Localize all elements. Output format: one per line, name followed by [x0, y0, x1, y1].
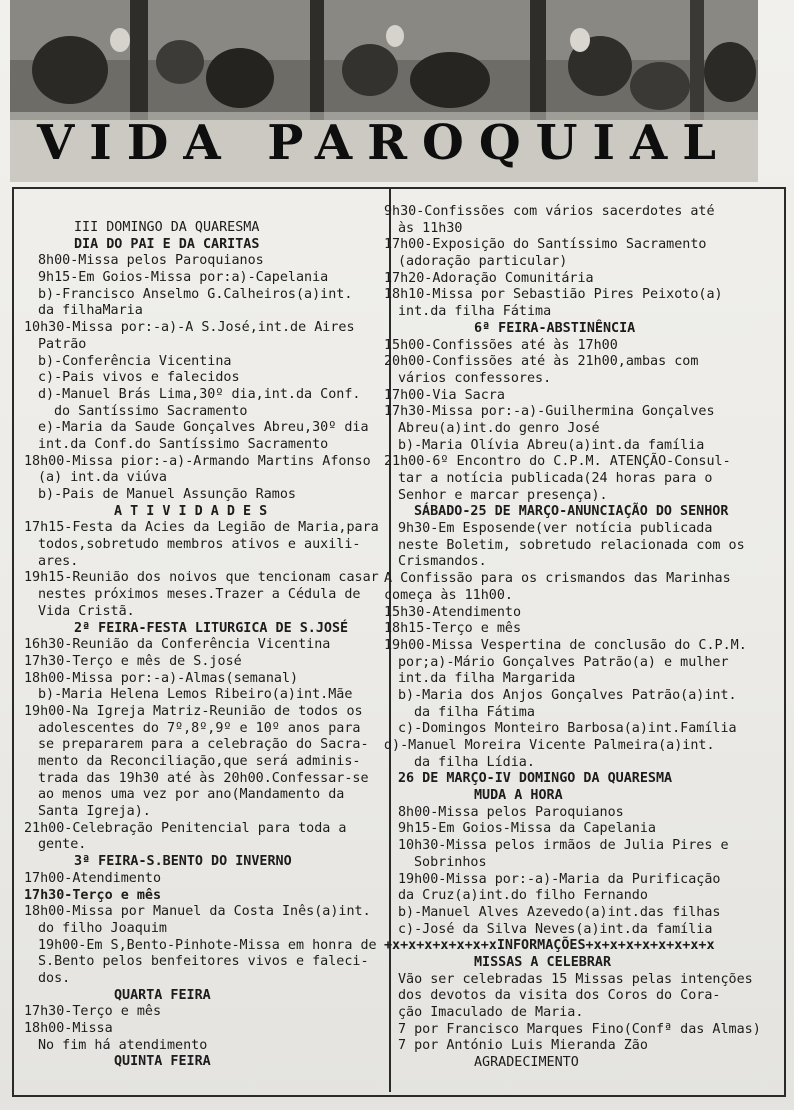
text-line: b)-Manuel Alves Azevedo(a)int.das filhas	[398, 904, 721, 920]
text-line: MISSAS A CELEBRAR	[474, 954, 612, 970]
text-line: neste Boletim, sobretudo relacionada com os	[398, 537, 745, 553]
text-line: int.da filha Fátima	[398, 304, 552, 320]
text-line: nestes próximos meses.Trazer a Cédula de	[38, 587, 361, 603]
text-line: dos devotos da visita dos Coros do Cora-	[398, 988, 721, 1004]
text-line: adolescentes do 7º,8º,9º e 10º anos para	[38, 720, 361, 736]
text-line: 17h20-Adoração Comunitária	[384, 270, 594, 286]
text-line: do Santíssimo Sacramento	[54, 403, 248, 419]
text-line: III DOMINGO DA QUARESMA	[74, 220, 260, 235]
text-line: (a) int.da viúva	[38, 470, 167, 486]
text-line: 26 DE MARÇO-IV DOMINGO DA QUARESMA	[398, 771, 673, 787]
text-line: 10h30-Missa pelos irmãos de Julia Pires e	[398, 838, 729, 854]
text-line: Santa Igreja).	[38, 804, 151, 820]
text-line: DIA DO PAI E DA CARITAS	[74, 236, 260, 252]
text-line: 10h30-Missa por:-a)-A S.José,int.de Aires	[24, 320, 355, 336]
text-line: 7 por Francisco Marques Fino(Confª das Almas)	[398, 1021, 761, 1037]
text-line: Vida Cristã.	[38, 603, 135, 619]
text-line: 18h15-Terço e mês	[384, 621, 522, 637]
text-line: gente.	[38, 837, 87, 853]
text-line: e)-Maria da Saude Gonçalves Abreu,30º dia	[38, 420, 369, 436]
text-line: 20h00-Confissões até às 21h00,ambas com	[384, 354, 699, 370]
text-line: 9h15-Em Goios-Missa da Capelania	[398, 821, 656, 837]
text-line: 19h00-Missa por:-a)-Maria da Purificação	[398, 871, 721, 887]
page-title: VIDA PAROQUIAL	[37, 115, 731, 171]
text-line: 8h00-Missa pelos Paroquianos	[38, 253, 264, 269]
text-line: 19h00-Na Igreja Matriz-Reunião de todos os	[24, 703, 363, 719]
text-line: 16h30-Reunião da Conferência Vicentina	[24, 637, 331, 653]
text-line: da filhaMaria	[38, 303, 143, 319]
text-line: c)-Domingos Monteiro Barbosa(a)int.Família	[398, 721, 737, 737]
text-line: MUDA A HORA	[474, 788, 563, 804]
text-line: se prepararem para a celebração do Sacra-	[38, 737, 369, 753]
text-line: Sobrinhos	[414, 854, 487, 870]
text-line: às 11h30	[398, 220, 463, 236]
text-line: ares.	[38, 553, 79, 569]
text-line: 17h30-Terço e mês de S.josé	[24, 653, 242, 669]
text-line: b)-Pais de Manuel Assunção Ramos	[38, 487, 296, 502]
text-line: QUINTA FEIRA	[114, 1054, 211, 1070]
text-line: QUARTA FEIRA	[114, 987, 211, 1003]
text-line: 7 por António Luis Mieranda Zão	[398, 1038, 648, 1054]
text-line: 9h30-Em Esposende(ver notícia publicada	[398, 521, 713, 537]
text-line: d)-Manuel Brás Lima,30º dia,int.da Conf.	[38, 386, 361, 402]
text-line: 9h15-Em Goios-Missa por:a)-Capelania	[38, 270, 329, 286]
text-line: começa às 11h00.	[384, 587, 513, 603]
text-line: 17h00-Atendimento	[24, 870, 162, 886]
text-line: b)-Francisco Anselmo G.Calheiros(a)int.	[38, 286, 353, 302]
text-line: 3ª FEIRA-S.BENTO DO INVERNO	[74, 854, 292, 870]
text-line: SÁBADO-25 DE MARÇO-ANUNCIAÇÃO DO SENHOR	[414, 504, 729, 520]
text-line: d)-Manuel Moreira Vicente Palmeira(a)int.	[384, 738, 715, 753]
text-line: 15h00-Confissões até às 17h00	[384, 337, 618, 353]
text-line: int.da Conf.do Santíssimo Sacramento	[38, 436, 329, 452]
text-line: Crismandos.	[398, 554, 487, 570]
text-line: 19h15-Reunião dos noivos que tencionam casar	[24, 570, 379, 586]
text-line: b)-Maria dos Anjos Gonçalves Patrão(a)int.	[398, 687, 737, 703]
text-line: 9h30-Confissões com vários sacerdotes até	[384, 204, 715, 219]
text-line: 2ª FEIRA-FESTA LITURGICA DE S.JOSÉ	[74, 620, 349, 636]
text-line: 17h30-Terço e mês	[24, 887, 162, 903]
text-line: 15h30-Atendimento	[384, 604, 522, 620]
text-line: vários confessores.	[398, 370, 552, 386]
text-line: ao menos uma vez por ano(Mandamento da	[38, 787, 345, 803]
text-line: Abreu(a)int.do genro José	[398, 420, 600, 436]
text-line: Patrão	[38, 336, 87, 352]
text-line: AGRADECIMENTO	[474, 1055, 579, 1071]
text-line: 17h00-Exposição do Santíssimo Sacramento	[384, 237, 707, 253]
text-line: por;a)-Mário Gonçalves Patrão(a) e mulher	[398, 654, 729, 670]
text-line: dos.	[38, 970, 71, 986]
text-line: A Confissão para os crismandos das Marinhas	[384, 571, 731, 587]
text-line: 18h00-Missa	[24, 1021, 113, 1036]
text-line: 6ª FEIRA-ABSTINÊNCIA	[474, 320, 636, 336]
text-line: do filho Joaquim	[38, 920, 167, 936]
text-line: 18h10-Missa por Sebastião Pires Peixoto(a)	[384, 287, 723, 303]
text-line: b)-Conferência Vicentina	[38, 353, 232, 369]
text-line: S.Bento pelos benfeitores vivos e faleci-	[38, 954, 369, 970]
text-line: 19h00-Em S,Bento-Pinhote-Missa em honra de	[38, 937, 377, 953]
header-banner	[10, 0, 758, 182]
text-line: da filha Lídia.	[414, 754, 535, 770]
text-line: tar a notícia publicada(24 horas para o	[398, 471, 713, 486]
text-line: No fim há atendimento	[38, 1037, 208, 1053]
text-line: b)-Maria Olívia Abreu(a)int.da família	[398, 437, 705, 453]
text-line: c)-José da Silva Neves(a)int.da família	[398, 921, 713, 937]
text-line: b)-Maria Helena Lemos Ribeiro(a)int.Mãe	[38, 687, 353, 703]
text-line: int.da filha Margarida	[398, 671, 576, 687]
text-line: 21h00-6º Encontro do C.P.M. ATENÇÃO-Consul-	[384, 454, 731, 470]
text-line: Senhor e marcar presença).	[398, 487, 608, 503]
text-line: 21h00-Celebração Penitencial para toda a	[24, 820, 347, 836]
text-line: 18h00-Missa por:-a)-Almas(semanal)	[24, 670, 299, 686]
text-line: 17h15-Festa da Acies da Legião de Maria,para	[24, 520, 379, 536]
text-line: todos,sobretudo membros ativos e auxili-	[38, 537, 361, 553]
text-line: A T I V I D A D E S	[114, 503, 268, 519]
right-column	[384, 204, 782, 1072]
text-line: trada das 19h30 até às 20h00.Confessar-se	[38, 770, 369, 786]
text-line: Vão ser celebradas 15 Missas pelas intenções	[398, 971, 753, 987]
text-line: 18h00-Missa por Manuel da Costa Inês(a)int.	[24, 904, 371, 920]
text-line: 18h00-Missa pior:-a)-Armando Martins Afonso	[24, 453, 371, 469]
text-line: da Cruz(a)int.do filho Fernando	[398, 888, 648, 904]
text-line: da filha Fátima	[414, 704, 535, 720]
text-line: 17h00-Via Sacra	[384, 387, 505, 403]
text-line: 17h30-Missa por:-a)-Guilhermina Gonçalves	[384, 404, 715, 420]
text-line: ção Imaculado de Maria.	[398, 1005, 584, 1020]
text-line: 17h30-Terço e mês	[24, 1004, 162, 1020]
text-line: 8h00-Missa pelos Paroquianos	[398, 804, 624, 820]
text-line: c)-Pais vivos e falecidos	[38, 370, 240, 386]
text-line: mento da Reconciliação,que será adminis-	[38, 754, 361, 769]
text-line: +x+x+x+x+x+x+xINFORMAÇÕES+x+x+x+x+x+x+x+x	[384, 938, 715, 954]
text-line: 19h00-Missa Vespertina de conclusão do C.P.M.	[384, 637, 747, 653]
left-column	[24, 220, 384, 1071]
text-line: (adoração particular)	[398, 254, 568, 270]
